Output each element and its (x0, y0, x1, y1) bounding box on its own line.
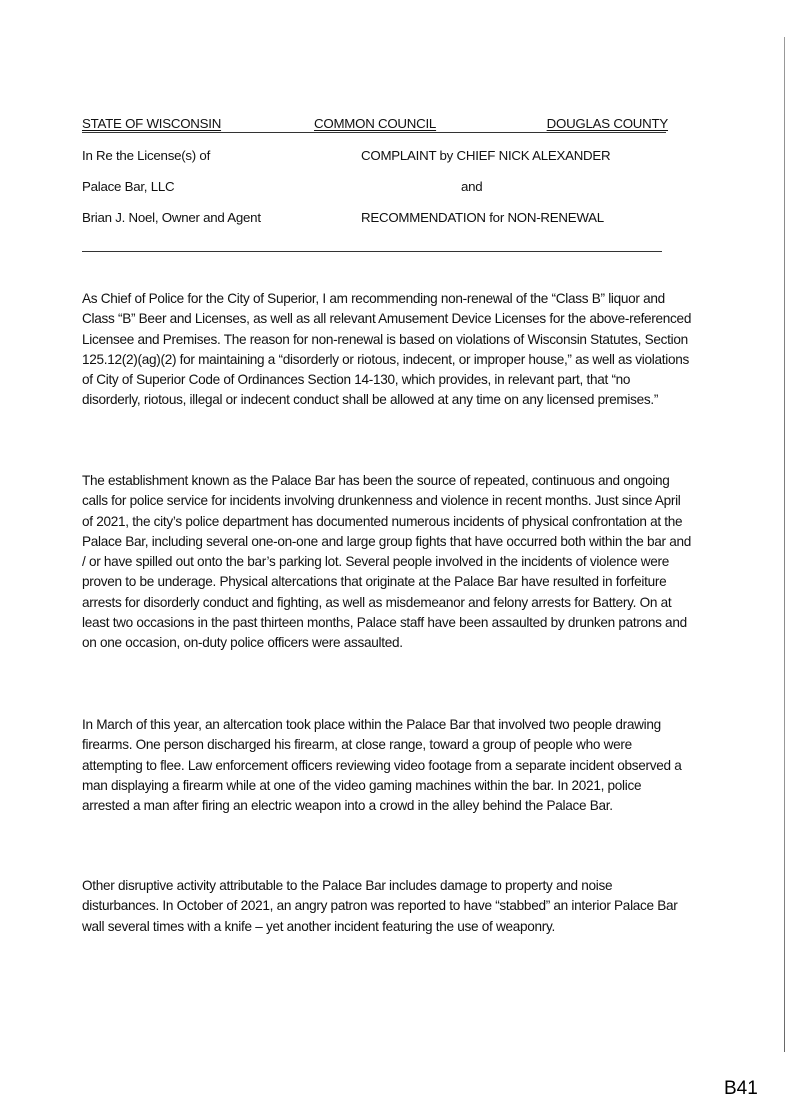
caption-line (82, 179, 682, 210)
caption-right-text: and (461, 179, 483, 194)
caption-divider (82, 251, 662, 252)
body-paragraph-disruptive-activity: Other disruptive activity attributable to the Palace Bar includes damage to property and noise disturbances. In October of 2021, an angry patron was reported to have “stabbed” an interior Palace Bar wall several times with a knife – yet another incident featuring the use of weaponry. (82, 878, 678, 934)
caption-line (82, 210, 682, 241)
caption-right-text: COMPLAINT by CHIEF NICK ALEXANDER (361, 148, 611, 163)
caption-line (82, 148, 682, 179)
caption-left-text: Palace Bar, LLC (82, 179, 175, 194)
caption-right-text: RECOMMENDATION for NON-RENEWAL (361, 210, 604, 225)
body-paragraph-recommendation: As Chief of Police for the City of Superior, I am recommending non-renewal of the “Class B” liquor and Class “B” Beer and Licenses, as well as all relevant Amusement Device Licenses for the above-referenced Licensee and Premises. The reason for non-renewal is based on violations of Wisconsin Statutes, Section 125.12(2)(ag)(2) for maintaining a “disorderly or riotous, indecent, or improper house,” as well as violations of City of Superior Code of Ordinances Section 14-130, which provides, in relevant part, that “no disorderly, riotous, illegal or indecent conduct shall be allowed at any time on any licensed premises.” (82, 291, 692, 408)
jurisdiction-county: DOUGLAS COUNTY (546, 116, 668, 131)
page-identifier: B41 (724, 1078, 758, 1099)
body-paragraph-firearms: In March of this year, an altercation took place within the Palace Bar that involved two people drawing firearms. One person discharged his firearm, at close range, toward a group of people who were attempting to flee. Law enforcement officers reviewing video footage from a separate incident observed a man displaying a firearm while at one of the video gaming machines within the bar. In 2021, police arrested a man after firing an electric weapon into a crowd in the alley behind the Palace Bar. (82, 717, 682, 814)
caption-left-text: Brian J. Noel, Owner and Agent (82, 210, 261, 225)
case-caption-parties (82, 148, 682, 241)
caption-left-text: In Re the License(s) of (82, 148, 211, 163)
jurisdiction-state: STATE OF WISCONSIN (82, 116, 222, 131)
jurisdiction-body: COMMON COUNCIL (314, 116, 437, 131)
scan-edge-line (784, 37, 785, 1052)
caption-header-underline (82, 132, 666, 133)
body-paragraph-incidents: The establishment known as the Palace Bar has been the source of repeated, continuous and ongoing calls for police service for incidents involving drunkenness and violence in recent months. Just since April of 2021, the city’s police department has documented numerous incidents of physical confrontation at the Palace Bar, including several one-on-one and large group fights that have occurred both within the bar and / or have spilled out onto the bar’s parking lot. Several people involved in the incidents of violence were proven to be underage. Physical altercations that originate at the Palace Bar have resulted in forfeiture arrests for disorderly conduct and fighting, as well as misdemeanor and felony arrests for Battery. On at least two occasions in the past thirteen months, Palace staff have been assaulted by drunken patrons and on one occasion, on-duty police officers were assaulted. (82, 473, 692, 651)
